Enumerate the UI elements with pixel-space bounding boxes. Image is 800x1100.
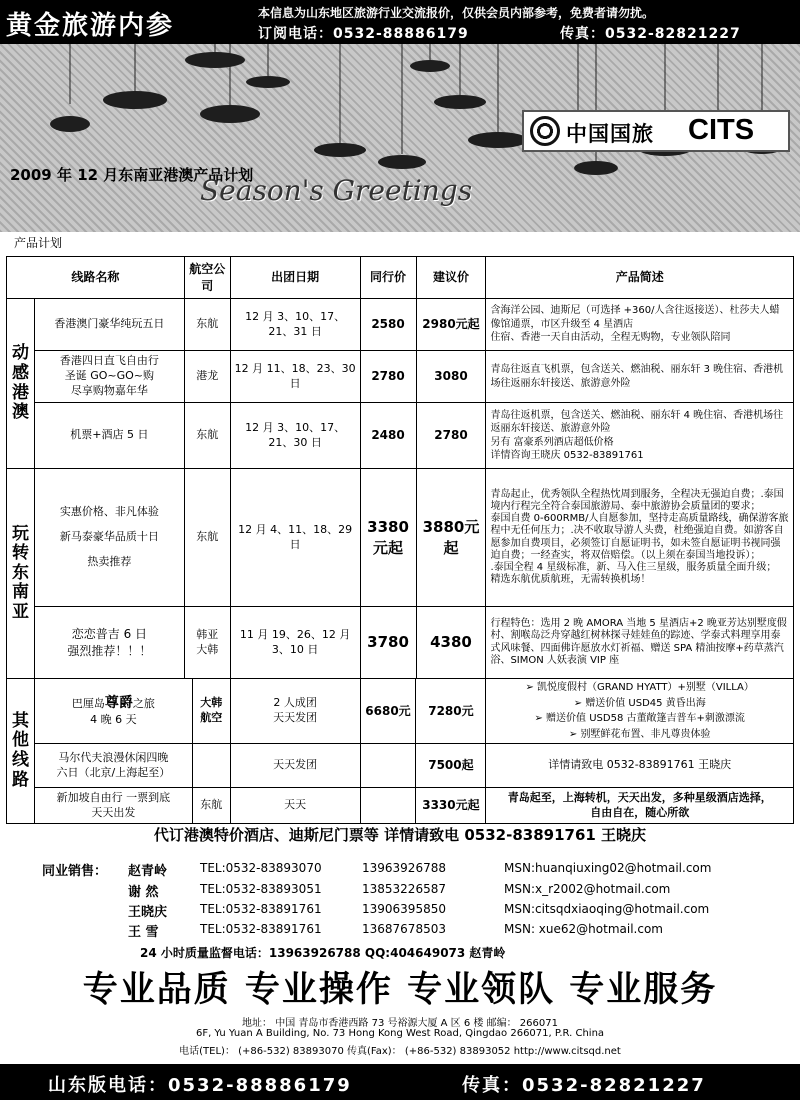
logo-english-name: CITS	[688, 114, 755, 146]
route-line: 圣诞 GO~GO~购	[64, 369, 155, 383]
desc-line: 青岛往返机票，包含送关、燃油税、丽东轩 4 晚住宿、香港机场往返丽东轩接送、旅游意外险	[490, 409, 784, 434]
header-suggest-price: 建议价	[416, 257, 486, 299]
description	[486, 403, 794, 469]
group-label-other: 其他线路	[7, 679, 35, 824]
dates: 11 月 19、26、12 月 3、10 日	[230, 607, 360, 679]
sales-tel: TEL:0532-83891761	[200, 902, 322, 916]
desc-line: 青岛起止，优秀领队全程热忱周到服务，全程决无强迫自费；.泰国境内行程完全符合泰国旅游局、泰中旅游协会质量团的要求；	[490, 488, 784, 512]
table-row	[7, 403, 794, 469]
route-name	[34, 679, 192, 744]
dates: 12 月 3、10、17、21、30 日	[230, 403, 360, 469]
header-desc: 产品简述	[486, 257, 794, 299]
suggest-price: 2780	[416, 403, 486, 469]
address-tel: 电话(TEL)： (+86-532) 83893070 传真(Fax)： (+86-532) 83893052 http://www.citsqd.net	[179, 1046, 621, 1057]
footer-tel: 山东版电话：0532-88886179	[48, 1075, 352, 1096]
description	[486, 679, 794, 744]
route-name	[34, 788, 192, 824]
dates	[230, 679, 360, 744]
sales-msn: MSN:huanqiuxing02@hotmail.com	[504, 861, 712, 875]
suggest-price: 7500起	[416, 744, 486, 788]
dates: 天天	[230, 788, 360, 824]
route-name	[34, 607, 184, 679]
sales-mobile: 13963926788	[362, 861, 446, 875]
banner	[0, 44, 800, 232]
desc-line: 含海洋公园、迪斯尼（可选择 +360/人含往返接送）、杜莎夫人蜡像馆通票，市区升级至 4 星酒店	[490, 305, 780, 330]
table-row	[7, 788, 794, 824]
bullet-line: ➢ 凯悦度假村（GRAND HYATT）+别墅（VILLA）	[525, 682, 754, 693]
airline: 东航	[184, 299, 230, 351]
suggest-price: 3330元起	[416, 788, 486, 824]
sales-tel: TEL:0532-83891761	[200, 922, 322, 936]
bullet-line: ➢ 赠送价值 USD45 黄昏出海	[573, 697, 706, 709]
logo-chinese-name: 中国国旅	[566, 122, 654, 146]
description	[486, 469, 794, 607]
suggest-price: 7280元	[416, 679, 486, 744]
description	[486, 299, 794, 351]
route-line: 马尔代夫浪漫休闲四晚	[58, 750, 169, 764]
route-line: 实惠价格、非凡体验	[59, 505, 159, 519]
table-row	[7, 469, 794, 607]
airline-line: 韩亚	[196, 627, 219, 641]
route-name	[34, 351, 184, 403]
route-line: 尽享购物嘉年华	[70, 383, 148, 397]
suggest-price: 3880元起	[416, 469, 486, 607]
subscribe-phone: 订阅电话：0532-88886179	[258, 26, 469, 42]
trade-price: 3380元起	[360, 469, 416, 607]
dates: 12 月 4、11、18、29 日	[230, 469, 360, 607]
plan-title: 2009 年 12 月东南亚港澳产品计划	[10, 166, 254, 184]
dates: 12 月 11、18、23、30 日	[230, 351, 360, 403]
route-line: 热卖推荐	[87, 554, 132, 568]
supervision-hotline: 24 小时质量监督电话：13963926788 QQ:404649073 赵青岭	[140, 946, 506, 960]
header-notice: 本信息为山东地区旅游行业交流报价，仅供会员内部参考，免费者请勿扰。	[258, 6, 655, 20]
route-name: 机票+酒店 5 日	[34, 403, 184, 469]
suggest-price: 4380	[416, 607, 486, 679]
route-line: 强烈推荐！！！	[67, 643, 152, 658]
sales-name: 赵青岭	[128, 864, 168, 879]
dates: 天天发团	[230, 744, 360, 788]
table-row	[7, 679, 794, 744]
trade-price: 3780	[360, 607, 416, 679]
other-routes-table	[6, 678, 794, 824]
sales-mobile: 13853226587	[362, 882, 446, 896]
sales-mobile: 13687678503	[362, 922, 446, 936]
suggest-price: 3080	[416, 351, 486, 403]
cits-emblem-icon	[530, 116, 560, 146]
sales-mobile: 13906395850	[362, 902, 446, 916]
route-line: 新加坡自由行 一票到底	[56, 790, 171, 804]
header-airline-text: 航空公司	[189, 262, 226, 293]
header-airline	[184, 257, 230, 299]
route-line: 天天出发	[91, 805, 136, 819]
route-post: 之旅	[132, 697, 155, 711]
trade-price	[360, 788, 416, 824]
airline: 东航	[192, 788, 230, 824]
airline	[184, 607, 230, 679]
header-fax: 传真：0532-82821227	[560, 26, 741, 42]
desc-line: 详情咨询王晓庆 0532-83891761	[490, 450, 644, 461]
address-en: 6F, Yu Yuan A Building, No. 73 Hong Kong West Road, Qingdao 266071, P.R. China	[195, 1028, 605, 1039]
table-row	[7, 607, 794, 679]
group-label-hk-macau: 动感港澳	[7, 299, 35, 469]
date-line: 天天发团	[273, 711, 318, 724]
description	[486, 788, 794, 824]
desc-line: 精选东航优质航班，无需转换机场！	[490, 574, 651, 586]
hotel-ticket-contact: 代订港澳特价酒店、迪斯尼门票等 详情请致电 0532-83891761 王晓庆	[153, 826, 647, 844]
airline-line: 航空	[200, 711, 223, 724]
header-route: 线路名称	[7, 257, 185, 299]
date-line: 2 人成团	[273, 696, 317, 710]
route-line: 新马泰豪华品质十日	[59, 530, 159, 544]
desc-line: 泰国自费 0-600RMB/人自愿参加，坚持走高质量路线，确保游客旅程中无任何压力；.决不收取导游人头费，杜绝强迫自费。如游客自愿参加自费项目，必须签订自愿证明书，如未签自愿证明书视同强迫自费；一经查实，将双倍赔偿。（以上须在泰国当地投诉）；	[490, 513, 789, 561]
header-bar	[0, 0, 800, 44]
sales-msn: MSN:citsqdxiaoqing@hotmail.com	[504, 902, 710, 916]
airline	[192, 744, 230, 788]
airline: 港龙	[184, 351, 230, 403]
trade-price	[360, 744, 416, 788]
sales-msn: MSN:x_r2002@hotmail.com	[504, 882, 671, 896]
sales-name: 王晓庆	[128, 905, 168, 920]
header-trade-price: 同行价	[360, 257, 416, 299]
product-table	[6, 256, 794, 679]
trade-price: 2780	[360, 351, 416, 403]
route-line: 六日（北京/上海起至）	[56, 765, 171, 779]
footer-fax: 传真：0532-82821227	[462, 1075, 706, 1096]
desc-line: 自由自在，随心所欲	[590, 805, 690, 819]
route-line: 香港四日直飞自由行	[59, 354, 159, 368]
table-row	[7, 299, 794, 351]
airline: 东航	[184, 469, 230, 607]
suggest-price: 2980元起	[416, 299, 486, 351]
desc-line: 青岛起至，上海转机，天天出发，多种星级酒店选择，	[507, 790, 772, 804]
header-dates: 出团日期	[230, 257, 360, 299]
sales-msn: MSN: xue62@hotmail.com	[504, 922, 663, 936]
address-cn: 地址： 中国 青岛市香港西路 73 号裕源大厦 A 区 6 楼 邮编： 266071	[242, 1018, 558, 1029]
sales-tel: TEL:0532-83893051	[200, 882, 322, 896]
brand-title: 黄金旅游内参	[6, 11, 175, 41]
group-label-southeast-asia: 玩转东南亚	[7, 469, 35, 679]
route-name	[34, 744, 192, 788]
trade-price: 2580	[360, 299, 416, 351]
cits-logo	[522, 110, 790, 152]
sales-name: 谢 然	[128, 885, 159, 900]
bullet-line: ➢ 别墅鲜花布置、非凡尊贵体验	[568, 728, 711, 740]
seasons-greetings: Season's Greetings	[200, 174, 473, 207]
desc-line: 另有 富豪系列酒店超低价格	[490, 436, 614, 448]
table-header-row	[7, 257, 794, 299]
trade-price: 6680元	[360, 679, 416, 744]
route-emphasis: 尊爵	[104, 695, 133, 712]
airline-line: 大韩	[196, 642, 219, 656]
bullet-line: ➢ 赠送价值 USD58 古董敞篷吉普车+刺激漂流	[534, 713, 745, 724]
description: 行程特色：选用 2 晚 AMORA 当地 5 星酒店+2 晚亚芳达别墅度假村、割喉岛泛舟穿越红树林探寻娃娃鱼的踪迹、学泰式料理享用泰式风味餐、四面佛许愿放水灯祈福、赠送 SPA 精油按摩+药草蒸汽浴、SIMON 人妖表演 VIP 座	[486, 607, 794, 679]
sales-name: 王 雪	[128, 925, 159, 940]
table-row	[7, 351, 794, 403]
airline: 东航	[184, 403, 230, 469]
route-line	[37, 694, 190, 713]
dates: 12 月 3、10、17、21、31 日	[230, 299, 360, 351]
airline-line: 大韩	[200, 696, 223, 710]
footer-bar	[0, 1064, 800, 1100]
sales-tel: TEL:0532-83893070	[200, 861, 322, 875]
table-row	[7, 744, 794, 788]
sales-label: 同业销售：	[42, 864, 108, 879]
route-name: 香港澳门豪华纯玩五日	[34, 299, 184, 351]
slogan: 专业品质 专业操作 专业领队 专业服务	[82, 970, 718, 1010]
route-line: 4 晚 6 天	[90, 713, 137, 727]
airline	[192, 679, 230, 744]
description: 青岛往返直飞机票，包含送关、燃油税、丽东轩 3 晚住宿、香港机场往返丽东轩接送、旅游意外险	[486, 351, 794, 403]
route-name	[34, 469, 184, 607]
desc-line: .泰国全程 4 星级标准，新、马入住三星级，服务质量全面升级；	[490, 561, 777, 573]
description: 详情请致电 0532-83891761 王晓庆	[486, 744, 794, 788]
desc-line: 住宿、香港一天自由活动，全程无购物，专业领队陪同	[490, 332, 731, 344]
route-pre: 巴厘岛	[71, 697, 105, 711]
trade-price: 2480	[360, 403, 416, 469]
section-label: 产品计划	[14, 236, 63, 250]
route-line: 恋恋普吉 6 日	[71, 627, 148, 642]
